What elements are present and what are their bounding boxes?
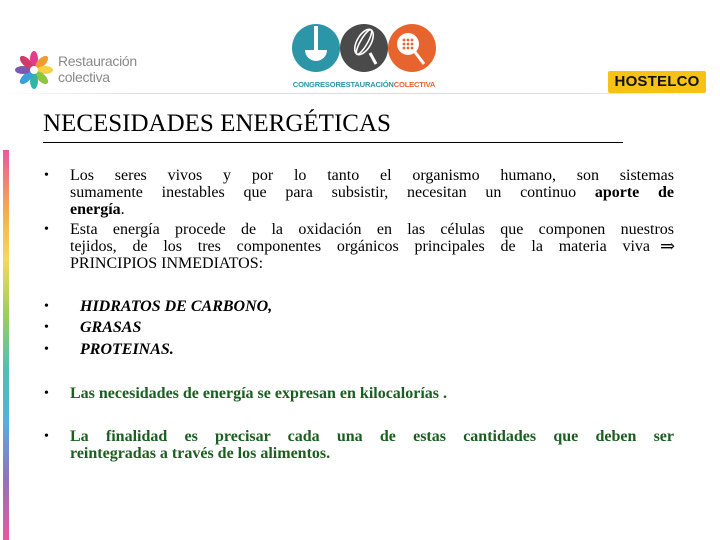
bullet-1-line2-text: sumamente inestables que para subsistir, necesitan un continuo [70, 184, 595, 201]
bullet-1-line2 [70, 184, 674, 201]
bullet-3-text: Las necesidades de energía se expresan en kilocalorías . [70, 385, 448, 402]
bullet-1-line3 [70, 201, 674, 218]
bullet-marker: • [44, 222, 49, 237]
skimmer-icon [388, 24, 436, 72]
bullet-2-line3: PRINCIPIOS INMEDIATOS: [70, 255, 264, 272]
bullet-marker: • [44, 320, 49, 335]
bullet-marker: • [44, 386, 49, 401]
flower-logo-icon [12, 48, 56, 92]
list-item-hidratos: HIDRATOS DE CARBONO, [80, 298, 273, 315]
implies-arrow-icon: ⇒ [660, 236, 676, 256]
bullet-4-line2: reintegradas a través de los alimentos. [70, 445, 331, 462]
bullet-1-emphasis: aporte de [594, 184, 674, 201]
bullet-1-line1: Los seres vivos y por lo tanto el organismo humano, son sistemas [70, 167, 674, 184]
ladle-icon [292, 24, 340, 72]
restauracion-colectiva-logo [12, 46, 137, 96]
bullet-4-line1: La finalidad es precisar cada una de estas cantidades que deben ser [70, 428, 674, 445]
bullet-1-emphasis-energia: energía [70, 201, 121, 218]
center-logo-part2: RESTAURACIÓN [335, 80, 394, 89]
header-divider [0, 93, 720, 94]
list-item-proteinas: PROTEINAS. [80, 341, 174, 358]
congreso-restauracion-colectiva-logo [278, 20, 450, 92]
list-item-grasas: GRASAS [80, 319, 142, 336]
bullet-1-period: . [120, 201, 125, 218]
hostelco-logo: HOSTELCO [608, 71, 706, 93]
center-logo-part1: CONGRESO [292, 80, 336, 89]
bullet-marker: • [44, 299, 49, 314]
bullet-marker: • [44, 168, 49, 183]
title-underline [43, 142, 623, 143]
whisk-icon [340, 24, 388, 72]
center-logo-text [278, 80, 450, 89]
page-title: NECESIDADES ENERGÉTICAS [43, 110, 391, 137]
bullet-2-line2: tejidos, de los tres componentes orgánicos principales de la materia viva [70, 238, 650, 255]
decorative-color-stripe [3, 150, 9, 540]
logo-left-line1: Restauración [58, 53, 137, 69]
bullet-2-line1: Esta energía procede de la oxidación en las células que componen nuestros [70, 221, 674, 238]
bullet-marker: • [44, 342, 49, 357]
logo-left-line2: colectiva [58, 69, 110, 85]
center-logo-part3: COLECTIVA [393, 80, 436, 89]
bullet-marker: • [44, 429, 49, 444]
